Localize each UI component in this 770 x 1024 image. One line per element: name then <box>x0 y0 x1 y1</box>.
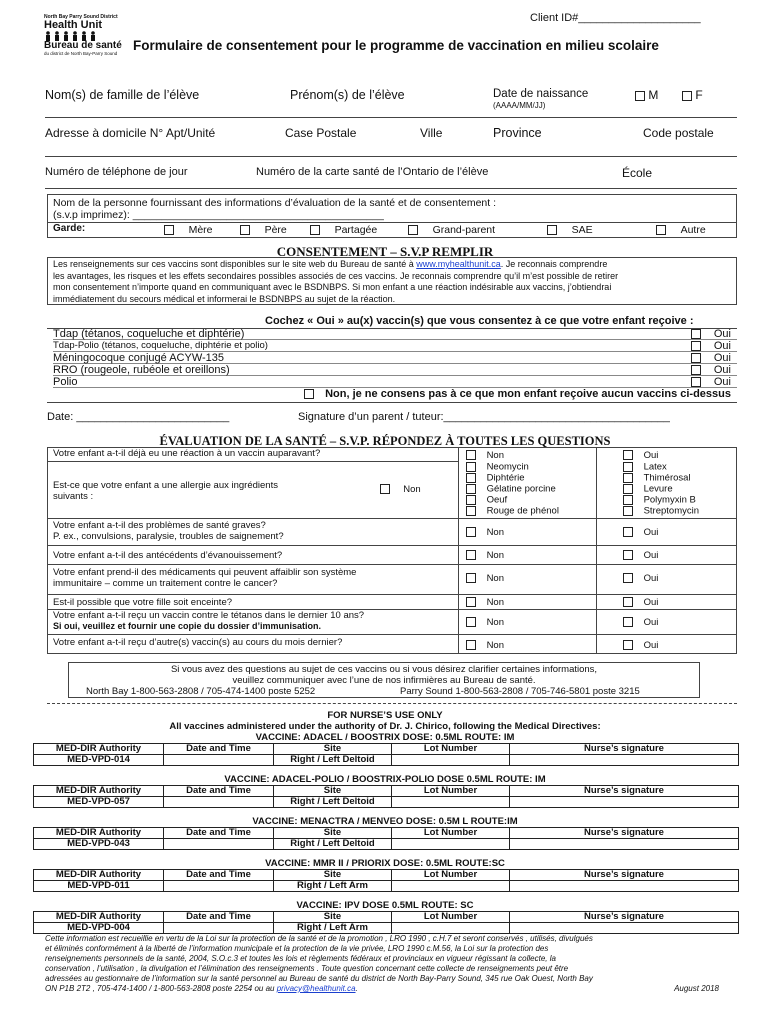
allergen-levure[interactable]: Levure <box>623 484 699 495</box>
q4-oui-checkbox[interactable] <box>623 550 633 560</box>
q5-oui[interactable]: Oui <box>623 573 658 584</box>
col-signature: Nurse’s signature <box>510 828 739 839</box>
date-cell[interactable] <box>164 923 274 934</box>
dob-label: Date de naissance <box>493 88 589 100</box>
med-code: MED-VPD-057 <box>34 797 164 808</box>
custody-grand-parent[interactable]: Grand-parent <box>408 224 495 236</box>
logo-line4: du district de North Bay-Parry Sound <box>44 51 118 56</box>
cut-line <box>47 703 737 704</box>
page-title: Formulaire de consentement pour le programme de vaccination en milieu scolaire <box>133 38 659 53</box>
sex-m-checkbox[interactable] <box>635 91 645 101</box>
custody-mere[interactable]: Mère <box>164 224 213 236</box>
refuse-checkbox[interactable] <box>304 389 314 399</box>
site-cell[interactable]: Right / Left Deltoid <box>274 755 392 766</box>
signature-cell[interactable] <box>510 839 739 850</box>
q3-text: Votre enfant a-t-il des problèmes de santé graves? P. ex., convulsions, paralysie, troubles de saignement? <box>53 520 284 542</box>
allergen-gelatine[interactable]: Gélatine porcine <box>466 484 559 495</box>
q3-non-checkbox[interactable] <box>466 527 476 537</box>
col-site: Site <box>274 870 392 881</box>
signature-cell[interactable] <box>510 797 739 808</box>
privacy-email-link[interactable]: privacy@healthunit.ca <box>276 984 356 993</box>
col-date: Date and Time <box>164 786 274 797</box>
q8-oui[interactable]: Oui <box>623 640 658 651</box>
allergen-streptomycin[interactable]: Streptomycin <box>623 506 699 517</box>
signature-field[interactable]: Signature d’un parent / tuteur:_____________________________________ <box>298 411 670 423</box>
footer-line3: renseignements personnels de la santé, 2004, S.O.c.3 et toutes les lois et règlements fédéraux et provinciaux en vigueur régissant la collecte, la <box>45 954 556 963</box>
consent-p4: immédiatement du secours médical et informerai le BSDNBPS au sujet de la réaction. <box>53 293 396 304</box>
q5-oui-checkbox[interactable] <box>623 573 633 583</box>
site-cell[interactable]: Right / Left Arm <box>274 923 392 934</box>
contact-parry-sound: Parry Sound 1-800-563-2808 / 705-746-5801 poste 3215 <box>400 686 640 697</box>
address-label: Adresse à domicile N° Apt/Unité <box>45 126 216 140</box>
nurse-table-4 <box>33 869 739 892</box>
q4-text: Votre enfant a-t-il des antécédents d’évanouissement? <box>53 550 283 561</box>
authority-label: MED-DIR Authority <box>34 912 164 923</box>
consent-p2: les avantages, les risques et les effets secondaires possibles associés de ces vaccins. Je reconnais comprendre qu’il m’est possible de retirer <box>53 270 619 281</box>
q6-text: Est-il possible que votre fille soit enceinte? <box>53 597 233 608</box>
med-code: MED-VPD-014 <box>34 755 164 766</box>
lot-cell[interactable] <box>392 797 510 808</box>
col-lot: Lot Number <box>392 828 510 839</box>
col-site: Site <box>274 786 392 797</box>
sex-f-checkbox[interactable] <box>682 91 692 101</box>
nurse-vaccine-5: VACCINE: IPV DOSE 0.5ML ROUTE: SC <box>296 900 474 911</box>
consent-heading: CONSENTEMENT – S.V.P REMPLIR <box>276 244 494 259</box>
nurse-vaccine-3: VACCINE: MENACTRA / MENVEO DOSE: 0.5M L ROUTE:IM <box>252 816 518 827</box>
tdap-polio-oui-checkbox[interactable] <box>691 341 701 351</box>
check-heading: Cochez « Oui » au(x) vaccin(s) que vous consentez à ce que votre enfant reçoive : <box>265 315 694 327</box>
first-name-label: Prénom(s) de l’élève <box>290 88 405 102</box>
col-signature: Nurse’s signature <box>510 786 739 797</box>
signature-cell[interactable] <box>510 881 739 892</box>
q8-text: Votre enfant a-t-il reçu d’autre(s) vaccin(s) au cours du mois dernier? <box>53 637 343 648</box>
logo-line2: Health Unit <box>44 19 103 31</box>
q3-oui[interactable]: Oui <box>623 527 658 538</box>
po-box-label: Case Postale <box>285 126 357 140</box>
form-date: August 2018 <box>674 984 719 993</box>
authority-label: MED-DIR Authority <box>34 870 164 881</box>
site-cell[interactable]: Right / Left Deltoid <box>274 839 392 850</box>
vaccine-row-meningocoque: Méningocoque conjugé ACYW-135 Oui <box>53 352 737 364</box>
nurse-sub: All vaccines administered under the authority of Dr. J. Chirico, following the Medical Directives: <box>169 721 601 732</box>
allergen-oeuf[interactable]: Oeuf <box>466 495 559 506</box>
authority-label: MED-DIR Authority <box>34 744 164 755</box>
q7-oui[interactable]: Oui <box>623 617 658 628</box>
authority-label: MED-DIR Authority <box>34 828 164 839</box>
contact-line2: veuillez communiquer avec l’une de nos infirmières au Bureau de santé. <box>232 675 536 686</box>
col-site: Site <box>274 828 392 839</box>
contact-line1: Si vous avez des questions au sujet de ces vaccins ou si vous désirez clarifier certaines informations, <box>170 664 598 675</box>
logo-line3: Bureau de santé <box>44 40 122 51</box>
rro-oui-checkbox[interactable] <box>691 365 701 375</box>
col-date: Date and Time <box>164 828 274 839</box>
col-site: Site <box>274 912 392 923</box>
provider-line1: Nom de la personne fournissant des informations d’évaluation de la santé et de consentement : <box>53 197 497 209</box>
family-name-label: Nom(s) de famille de l’élève <box>45 88 200 102</box>
privacy-footer <box>45 934 741 994</box>
q5-text: Votre enfant prend-il des médicaments qui peuvent affaiblir son système immunitaire – comme un traitement contre le cancer? <box>53 567 357 589</box>
nurse-vaccine-1: VACCINE: ADACEL / BOOSTRIX DOSE: 0.5ML ROUTE: IM <box>255 732 515 743</box>
allergen-neomycin[interactable]: Neomycin <box>466 462 559 473</box>
q8-non[interactable]: Non <box>466 640 504 651</box>
vaccine-row-tdap: Tdap (tétanos, coqueluche et diphtérie) Oui <box>53 328 737 340</box>
province-label: Province <box>493 126 542 140</box>
q3-non[interactable]: Non <box>466 527 504 538</box>
col-lot: Lot Number <box>392 912 510 923</box>
authority-label: MED-DIR Authority <box>34 786 164 797</box>
custody-partagee[interactable]: Partagée <box>310 224 377 236</box>
col-date: Date and Time <box>164 744 274 755</box>
q1-oui[interactable]: Oui <box>623 450 658 461</box>
consent-paragraph <box>53 259 735 305</box>
date-cell[interactable] <box>164 881 274 892</box>
school-label: École <box>622 166 653 180</box>
city-label: Ville <box>420 126 443 140</box>
footer-line2: et éliminés conformément à la liberté de l’information municipale et la protection de la vie privée, LRO 1990 c.M.56, la Loi sur la protection des <box>45 944 549 953</box>
q8-oui-checkbox[interactable] <box>623 640 633 650</box>
q1-non-checkbox[interactable] <box>466 450 476 460</box>
q7-oui-checkbox[interactable] <box>623 617 633 627</box>
website-link[interactable]: www.myhealthunit.ca <box>416 259 501 269</box>
custody-autre[interactable]: Autre <box>656 224 706 236</box>
allergens-left <box>466 462 559 517</box>
q1-oui-checkbox[interactable] <box>623 450 633 460</box>
q2-text: Est-ce que votre enfant a une allergie aux ingrédients suivants : <box>53 480 278 502</box>
date-field[interactable]: Date: _________________________ <box>47 411 230 423</box>
footer-line1: Cette information est recueillie en vertu de la Loi sur la protection de la santé et de la promotion , LRO 1990 , c.H.7 et seront conservés , utilisés, divulgués <box>45 934 593 943</box>
sex-m[interactable]: M <box>635 88 658 102</box>
custody-pere[interactable]: Père <box>240 224 287 236</box>
vaccine-row-rro: RRO (rougeole, rubéole et oreillons) Oui <box>53 364 737 376</box>
custody-sae-checkbox[interactable] <box>547 225 557 235</box>
date-cell[interactable] <box>164 797 274 808</box>
q4-non-checkbox[interactable] <box>466 550 476 560</box>
polio-oui-checkbox[interactable] <box>691 377 701 387</box>
col-signature: Nurse’s signature <box>510 912 739 923</box>
allergen-polymyxin[interactable]: Polymyxin B <box>623 495 699 506</box>
signature-cell[interactable] <box>510 923 739 934</box>
site-cell[interactable]: Right / Left Arm <box>274 881 392 892</box>
col-lot: Lot Number <box>392 786 510 797</box>
custody-sae[interactable]: SAE <box>547 224 593 236</box>
custody-grand-parent-checkbox[interactable] <box>408 225 418 235</box>
med-code: MED-VPD-011 <box>34 881 164 892</box>
health-heading: ÉVALUATION DE LA SANTÉ – S.V.P. RÉPONDEZ À TOUTES LES QUESTIONS <box>159 434 611 448</box>
allergens-right <box>623 462 699 517</box>
q5-non[interactable]: Non <box>466 573 504 584</box>
q7-non-checkbox[interactable] <box>466 617 476 627</box>
q2-non-checkbox[interactable] <box>380 484 390 494</box>
q6-non[interactable]: Non <box>466 597 504 608</box>
q4-non[interactable]: Non <box>466 550 504 561</box>
q6-oui[interactable]: Oui <box>623 597 658 608</box>
tdap-oui-checkbox[interactable] <box>691 329 701 339</box>
q7-non[interactable]: Non <box>466 617 504 628</box>
site-cell[interactable]: Right / Left Deltoid <box>274 797 392 808</box>
footer-line6: ON P1B 2T2 , 705-474-1400 / 1-800-563-2808 poste 2254 ou au privacy@healthunit.ca. August 2018 <box>45 984 719 993</box>
custody-partagee-checkbox[interactable] <box>310 225 320 235</box>
med-code: MED-VPD-004 <box>34 923 164 934</box>
q6-oui-checkbox[interactable] <box>623 597 633 607</box>
custody-label: Garde: <box>53 223 86 234</box>
consent-p1: Les renseignements sur ces vaccins sont disponibles sur le site web du Bureau de santé à www.myhealthunit.ca. Je reconnais comprendre <box>53 259 608 269</box>
nurse-table-5 <box>33 911 739 934</box>
q5-non-checkbox[interactable] <box>466 573 476 583</box>
q7-text: Votre enfant a-t-il reçu un vaccin contre le tétanos dans le dernier 10 ans? Si oui, veuillez et fournir une copie du dossier d’immunisation. <box>53 610 365 631</box>
lot-cell[interactable] <box>392 839 510 850</box>
col-date: Date and Time <box>164 912 274 923</box>
health-card-label: Numéro de la carte santé de l’Ontario de l’élève <box>256 166 489 178</box>
phone-label: Numéro de téléphone de jour <box>45 166 188 178</box>
footer-line4: conservation , l’utilisation , la divulgation et l’élimination des renseignements . Toute question concernant cette collecte de renseignements peut être <box>45 964 569 973</box>
date-cell[interactable] <box>164 755 274 766</box>
consent-p3: mon consentement n’importe quand en communiquant avec le BSDNBPS. Si mon enfant a une réaction indésirable aux vaccins, j’obtiendrai <box>53 282 612 292</box>
vaccine-row-tdap-polio: Tdap-Polio (tétanos, coqueluche, diphtérie et polio) Oui <box>53 340 737 352</box>
lot-cell[interactable] <box>392 755 510 766</box>
col-signature: Nurse’s signature <box>510 870 739 881</box>
provider-line2[interactable]: (s.v.p imprimez): ___________________________________________ <box>53 209 384 221</box>
q1-non[interactable]: Non <box>466 450 504 461</box>
q1-text: Votre enfant a-t-il déjà eu une réaction à un vaccin auparavant? <box>53 448 321 459</box>
q3-oui-checkbox[interactable] <box>623 527 633 537</box>
contact-north-bay: North Bay 1-800-563-2808 / 705-474-1400 poste 5252 <box>86 686 316 697</box>
col-lot: Lot Number <box>392 870 510 881</box>
col-signature: Nurse’s signature <box>510 744 739 755</box>
sex-f[interactable]: F <box>682 88 703 102</box>
lot-cell[interactable] <box>392 923 510 934</box>
nurse-table-1 <box>33 743 739 766</box>
custody-mere-checkbox[interactable] <box>164 225 174 235</box>
nurse-table-3 <box>33 827 739 850</box>
logo <box>44 14 124 56</box>
allergen-rouge-phenol[interactable]: Rouge de phénol <box>466 506 559 517</box>
q2-non[interactable]: Non <box>380 484 421 495</box>
med-code: MED-VPD-043 <box>34 839 164 850</box>
vaccine-list <box>53 328 737 401</box>
postal-code-label: Code postale <box>643 126 714 140</box>
nurse-vaccine-4: VACCINE: MMR II / PRIORIX DOSE: 0.5ML ROUTE:SC <box>265 858 505 869</box>
logo-line1: North Bay Parry Sound District <box>44 14 118 20</box>
nurse-heading: FOR NURSE’S USE ONLY <box>327 710 443 721</box>
dob-format: (AAAA/MM/JJ) <box>493 101 546 110</box>
q4-oui[interactable]: Oui <box>623 550 658 561</box>
footer-line5: adressées au gestionnaire de l’information sur la santé personnel au Bureau de santé du district de North Bay-Parry Sound, 345 rue Oak Ouest, North Bay <box>45 974 593 983</box>
q6-non-checkbox[interactable] <box>466 597 476 607</box>
vaccine-row-refuse: Non, je ne consens pas à ce que mon enfant reçoive aucun vaccins ci-dessus <box>53 388 737 401</box>
allergen-thimerosal[interactable]: Thimérosal <box>623 473 699 484</box>
nurse-vaccine-2: VACCINE: ADACEL-POLIO / BOOSTRIX-POLIO DOSE 0.5ML ROUTE: IM <box>224 774 546 785</box>
allergen-diphterie[interactable]: Diphtérie <box>466 473 559 484</box>
nurse-table-2 <box>33 785 739 808</box>
col-lot: Lot Number <box>392 744 510 755</box>
lot-cell[interactable] <box>392 881 510 892</box>
meningocoque-oui-checkbox[interactable] <box>691 353 701 363</box>
col-site: Site <box>274 744 392 755</box>
signature-cell[interactable] <box>510 755 739 766</box>
q8-non-checkbox[interactable] <box>466 640 476 650</box>
custody-autre-checkbox[interactable] <box>656 225 666 235</box>
allergen-latex[interactable]: Latex <box>623 462 699 473</box>
client-id[interactable]: Client ID#____________________ <box>530 12 701 24</box>
vaccine-row-polio: Polio Oui <box>53 376 737 388</box>
custody-pere-checkbox[interactable] <box>240 225 250 235</box>
date-cell[interactable] <box>164 839 274 850</box>
col-date: Date and Time <box>164 870 274 881</box>
